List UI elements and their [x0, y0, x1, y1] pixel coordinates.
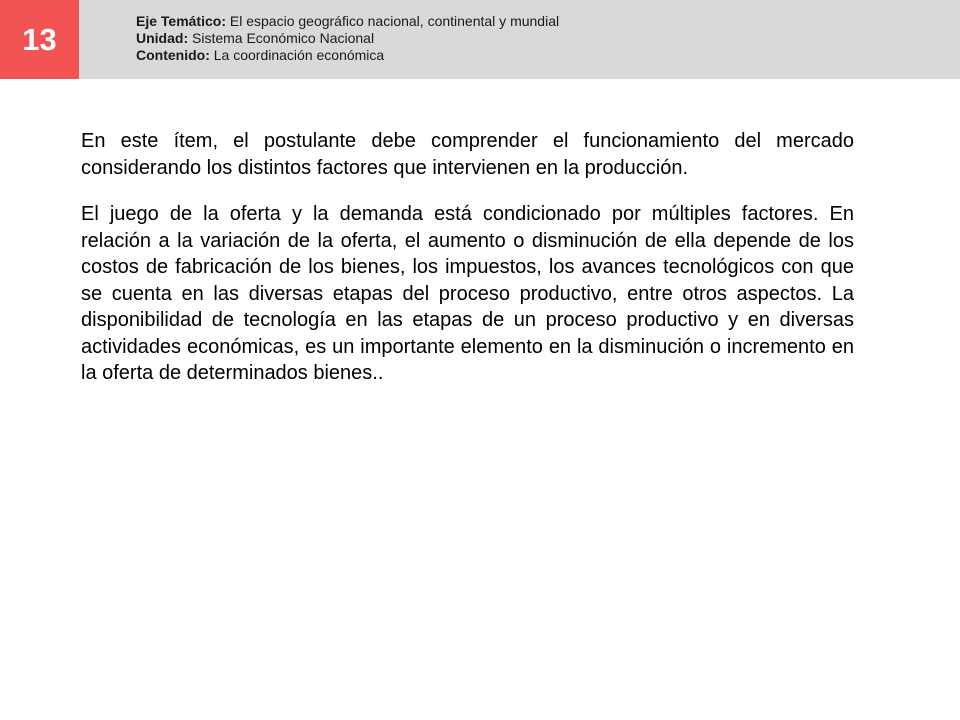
paragraph-intro: En este ítem, el postulante debe comprender el funcionamiento del mercado considerando los distintos factores que intervienen en la producción. — [81, 130, 854, 179]
header-bar — [0, 0, 960, 79]
eje-tematico-label: Eje Temático: — [136, 13, 226, 29]
unidad-line — [136, 30, 559, 47]
contenido-line — [136, 47, 559, 64]
unidad-label: Unidad: — [136, 30, 189, 46]
eje-tematico-line — [136, 13, 559, 30]
item-number: 13 — [0, 0, 79, 79]
topic-metadata — [136, 13, 559, 64]
body-text — [81, 128, 854, 407]
contenido-label: Contenido: — [136, 47, 210, 63]
eje-tematico-value: El espacio geográfico nacional, continental y mundial — [226, 13, 560, 29]
unidad-value: Sistema Económico Nacional — [188, 30, 375, 46]
paragraph-oferta-demanda: El juego de la oferta y la demanda está condicionado por múltiples factores. En relación a la variación de la oferta, el aumento o disminución de ella depende de los costos de fabricación de los bienes, los impuestos, los avances tecnológicos con que se cuenta en las diversas etapas del proceso productivo, entre otros aspectos. La disponibilidad de tecnología en las etapas de un proceso productivo y en diversas actividades económicas, es un importante elemento en la disminución o incremento en la oferta de determinados bienes.. — [81, 203, 854, 384]
contenido-value: La coordinación económica — [209, 47, 385, 63]
